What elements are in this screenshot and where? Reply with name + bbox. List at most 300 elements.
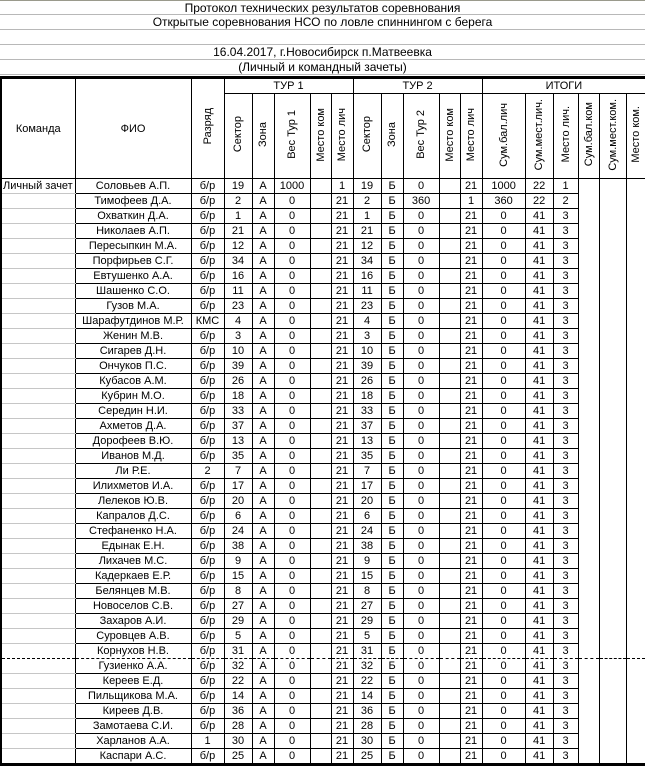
- cell-sum-bal-kom: [578, 479, 599, 494]
- cell-t2-zona: Б: [381, 719, 403, 734]
- cell-t2-sektor: 25: [353, 749, 381, 765]
- cell-fio: Белянцев М.В.: [75, 584, 191, 599]
- cell-t2-zona: Б: [381, 284, 403, 299]
- cell-t1-ves: 0: [274, 434, 310, 449]
- cell-t1-mesto-lich: 21: [331, 269, 353, 284]
- table-row: [1, 284, 645, 299]
- cell-sum-bal-lich: 0: [482, 239, 525, 254]
- cell-t2-sektor: 24: [353, 524, 381, 539]
- cell-sum-mest-kom: [599, 599, 626, 614]
- header-t2-sektor-label: Сектор: [361, 116, 374, 153]
- cell-t1-sektor: 3: [224, 329, 252, 344]
- cell-t2-mesto-kom: [439, 239, 460, 254]
- cell-t1-sektor: 16: [224, 269, 252, 284]
- cell-razryad: б/р: [191, 419, 224, 434]
- cell-t1-zona: А: [252, 689, 274, 704]
- cell-sum-mest-kom: [599, 209, 626, 224]
- cell-sum-bal-kom: [578, 614, 599, 629]
- table-row: [1, 359, 645, 374]
- cell-t2-ves: 0: [403, 734, 439, 749]
- cell-fio: Тимофеев Д.А.: [75, 194, 191, 209]
- cell-fio: Дорофеев В.Ю.: [75, 434, 191, 449]
- cell-t1-ves: 0: [274, 449, 310, 464]
- cell-t1-ves: 0: [274, 284, 310, 299]
- cell-mesto-kom: [626, 224, 645, 239]
- header-t1-sektor-label: Сектор: [232, 116, 244, 153]
- cell-fio: Пильщикова М.А.: [75, 689, 191, 704]
- cell-razryad: б/р: [191, 629, 224, 644]
- table-row: [1, 179, 645, 194]
- cell-sum-bal-lich: 0: [482, 389, 525, 404]
- cell-t2-zona: Б: [381, 269, 403, 284]
- cell-mesto-lich: 3: [553, 599, 578, 614]
- cell-mesto-kom: [626, 599, 645, 614]
- cell-mesto-lich: 3: [553, 209, 578, 224]
- cell-t2-zona: Б: [381, 599, 403, 614]
- table-row: [1, 374, 645, 389]
- cell-t1-ves: 0: [274, 419, 310, 434]
- cell-mesto-lich: 3: [553, 749, 578, 765]
- cell-mesto-lich: 3: [553, 659, 578, 674]
- cell-team: [1, 734, 75, 749]
- cell-mesto-kom: [626, 554, 645, 569]
- cell-sum-bal-lich: 0: [482, 629, 525, 644]
- cell-t2-zona: Б: [381, 434, 403, 449]
- cell-sum-bal-kom: [578, 179, 599, 194]
- cell-sum-bal-kom: [578, 719, 599, 734]
- cell-t1-mesto-lich: 21: [331, 599, 353, 614]
- cell-sum-mest-kom: [599, 494, 626, 509]
- table-row: [1, 659, 645, 674]
- cell-sum-mest-kom: [599, 509, 626, 524]
- cell-t1-zona: А: [252, 599, 274, 614]
- cell-t2-mesto-lich: 21: [460, 599, 482, 614]
- header-razryad: [191, 78, 224, 179]
- cell-t2-sektor: 20: [353, 494, 381, 509]
- cell-t2-sektor: 22: [353, 674, 381, 689]
- cell-t2-zona: Б: [381, 314, 403, 329]
- cell-razryad: б/р: [191, 614, 224, 629]
- table-row: [1, 434, 645, 449]
- cell-t1-mesto-lich: 21: [331, 194, 353, 209]
- cell-sum-mest-kom: [599, 284, 626, 299]
- cell-mesto-lich: 3: [553, 494, 578, 509]
- cell-sum-bal-kom: [578, 524, 599, 539]
- cell-sum-mest-lich: 41: [525, 659, 553, 674]
- cell-t2-mesto-lich: 21: [460, 584, 482, 599]
- header-sum-mest-lich-label: Сум.мест.лич.: [533, 98, 546, 171]
- cell-sum-bal-lich: 0: [482, 704, 525, 719]
- cell-fio: Пересыпкин М.А.: [75, 239, 191, 254]
- cell-t1-ves: 0: [274, 734, 310, 749]
- header-sum-mest-lich: [525, 94, 553, 179]
- cell-sum-mest-kom: [599, 329, 626, 344]
- cell-sum-mest-lich: 41: [525, 374, 553, 389]
- cell-t1-zona: А: [252, 674, 274, 689]
- cell-t2-ves: 0: [403, 614, 439, 629]
- cell-t1-sektor: 29: [224, 614, 252, 629]
- cell-t1-mesto-kom: [310, 644, 331, 659]
- cell-t2-ves: 360: [403, 194, 439, 209]
- cell-sum-bal-kom: [578, 404, 599, 419]
- cell-t2-mesto-lich: 21: [460, 554, 482, 569]
- cell-sum-bal-lich: 0: [482, 539, 525, 554]
- cell-fio: Кереев Е.Д.: [75, 674, 191, 689]
- cell-fio: Охваткин Д.А.: [75, 209, 191, 224]
- cell-t1-zona: А: [252, 734, 274, 749]
- cell-mesto-lich: 3: [553, 254, 578, 269]
- header-t1-mesto-lich-label: Место лич: [336, 107, 349, 162]
- cell-t1-zona: А: [252, 584, 274, 599]
- cell-t2-ves: 0: [403, 749, 439, 765]
- cell-t2-ves: 0: [403, 224, 439, 239]
- header-group-tour1: ТУР 1: [224, 78, 353, 94]
- cell-mesto-kom: [626, 494, 645, 509]
- header-t2-sektor: [353, 94, 381, 179]
- cell-t2-zona: Б: [381, 359, 403, 374]
- cell-t1-mesto-lich: 1: [331, 179, 353, 194]
- cell-t1-sektor: 30: [224, 734, 252, 749]
- cell-sum-mest-lich: 41: [525, 464, 553, 479]
- cell-sum-mest-lich: 22: [525, 179, 553, 194]
- cell-t2-sektor: 34: [353, 254, 381, 269]
- cell-sum-mest-lich: 41: [525, 599, 553, 614]
- cell-sum-bal-kom: [578, 689, 599, 704]
- cell-t2-sektor: 27: [353, 599, 381, 614]
- table-row: [1, 329, 645, 344]
- cell-t2-mesto-lich: 21: [460, 344, 482, 359]
- cell-t2-ves: 0: [403, 479, 439, 494]
- cell-sum-mest-kom: [599, 659, 626, 674]
- cell-t1-sektor: 25: [224, 749, 252, 765]
- cell-sum-bal-kom: [578, 599, 599, 614]
- cell-t1-mesto-lich: 21: [331, 704, 353, 719]
- cell-sum-bal-lich: 360: [482, 194, 525, 209]
- cell-t2-mesto-kom: [439, 374, 460, 389]
- cell-team: [1, 569, 75, 584]
- cell-fio: Иванов М.Д.: [75, 449, 191, 464]
- cell-t2-sektor: 23: [353, 299, 381, 314]
- cell-t1-mesto-kom: [310, 479, 331, 494]
- cell-sum-bal-lich: 0: [482, 554, 525, 569]
- table-row: [1, 479, 645, 494]
- cell-t2-zona: Б: [381, 299, 403, 314]
- cell-t1-mesto-kom: [310, 299, 331, 314]
- cell-sum-mest-kom: [599, 644, 626, 659]
- cell-t1-mesto-kom: [310, 344, 331, 359]
- cell-sum-bal-kom: [578, 539, 599, 554]
- cell-t1-ves: 0: [274, 704, 310, 719]
- cell-t1-zona: А: [252, 524, 274, 539]
- cell-t1-sektor: 7: [224, 464, 252, 479]
- cell-t1-ves: 0: [274, 554, 310, 569]
- cell-t2-ves: 0: [403, 329, 439, 344]
- cell-mesto-kom: [626, 284, 645, 299]
- cell-sum-mest-kom: [599, 704, 626, 719]
- cell-t2-ves: 0: [403, 344, 439, 359]
- cell-mesto-kom: [626, 209, 645, 224]
- cell-t1-zona: А: [252, 749, 274, 765]
- cell-t1-mesto-lich: 21: [331, 689, 353, 704]
- cell-t2-mesto-kom: [439, 674, 460, 689]
- cell-t2-ves: 0: [403, 689, 439, 704]
- header-t2-ves-label: Вес Тур 2: [415, 110, 428, 159]
- cell-t1-mesto-kom: [310, 329, 331, 344]
- cell-team: [1, 254, 75, 269]
- cell-sum-bal-lich: 0: [482, 689, 525, 704]
- cell-t1-mesto-kom: [310, 584, 331, 599]
- cell-t1-mesto-kom: [310, 239, 331, 254]
- cell-sum-bal-kom: [578, 449, 599, 464]
- cell-t1-ves: 0: [274, 524, 310, 539]
- cell-t1-mesto-lich: 21: [331, 569, 353, 584]
- cell-t2-mesto-kom: [439, 389, 460, 404]
- cell-t2-sektor: 39: [353, 359, 381, 374]
- cell-t2-zona: Б: [381, 179, 403, 194]
- cell-sum-mest-lich: 41: [525, 344, 553, 359]
- cell-t1-mesto-lich: 21: [331, 524, 353, 539]
- cell-sum-bal-lich: 0: [482, 419, 525, 434]
- cell-razryad: б/р: [191, 689, 224, 704]
- cell-t2-sektor: 7: [353, 464, 381, 479]
- cell-fio: Середин Н.И.: [75, 404, 191, 419]
- cell-sum-bal-lich: 0: [482, 359, 525, 374]
- cell-sum-bal-lich: 0: [482, 644, 525, 659]
- cell-team: [1, 629, 75, 644]
- cell-mesto-lich: 3: [553, 269, 578, 284]
- cell-t2-mesto-lich: 21: [460, 509, 482, 524]
- cell-t1-mesto-lich: 21: [331, 659, 353, 674]
- cell-t1-zona: А: [252, 224, 274, 239]
- cell-team: [1, 554, 75, 569]
- cell-t1-ves: 0: [274, 194, 310, 209]
- cell-razryad: б/р: [191, 749, 224, 765]
- cell-sum-bal-kom: [578, 314, 599, 329]
- cell-t1-ves: 0: [274, 209, 310, 224]
- cell-t1-mesto-lich: 21: [331, 419, 353, 434]
- cell-t2-mesto-lich: 21: [460, 539, 482, 554]
- cell-t2-mesto-kom: [439, 359, 460, 374]
- cell-t1-mesto-kom: [310, 554, 331, 569]
- cell-mesto-kom: [626, 269, 645, 284]
- cell-sum-bal-lich: 0: [482, 479, 525, 494]
- cell-t2-mesto-lich: 21: [460, 494, 482, 509]
- cell-t2-mesto-kom: [439, 194, 460, 209]
- header-t1-ves: [274, 94, 310, 179]
- cell-t2-ves: 0: [403, 419, 439, 434]
- cell-team: [1, 449, 75, 464]
- cell-t2-zona: Б: [381, 659, 403, 674]
- cell-t1-sektor: 6: [224, 509, 252, 524]
- cell-t1-zona: А: [252, 614, 274, 629]
- cell-t2-ves: 0: [403, 584, 439, 599]
- cell-t1-ves: 0: [274, 239, 310, 254]
- cell-t1-sektor: 19: [224, 179, 252, 194]
- cell-t2-ves: 0: [403, 524, 439, 539]
- cell-t2-mesto-lich: 21: [460, 734, 482, 749]
- cell-t1-sektor: 10: [224, 344, 252, 359]
- cell-t2-mesto-kom: [439, 704, 460, 719]
- table-row: [1, 254, 645, 269]
- cell-t1-zona: А: [252, 644, 274, 659]
- cell-t2-mesto-kom: [439, 329, 460, 344]
- cell-mesto-kom: [626, 704, 645, 719]
- cell-t2-mesto-kom: [439, 524, 460, 539]
- cell-t1-mesto-kom: [310, 599, 331, 614]
- cell-razryad: б/р: [191, 479, 224, 494]
- table-row: [1, 719, 645, 734]
- cell-t2-zona: Б: [381, 614, 403, 629]
- cell-t1-sektor: 32: [224, 659, 252, 674]
- cell-t1-sektor: 8: [224, 584, 252, 599]
- cell-t2-sektor: 29: [353, 614, 381, 629]
- cell-fio: Лелеков Ю.В.: [75, 494, 191, 509]
- cell-razryad: б/р: [191, 584, 224, 599]
- cell-razryad: б/р: [191, 224, 224, 239]
- cell-t1-mesto-kom: [310, 434, 331, 449]
- cell-sum-bal-kom: [578, 494, 599, 509]
- cell-t2-zona: Б: [381, 749, 403, 765]
- cell-mesto-lich: 3: [553, 584, 578, 599]
- cell-t2-ves: 0: [403, 269, 439, 284]
- cell-sum-bal-kom: [578, 674, 599, 689]
- cell-t2-ves: 0: [403, 644, 439, 659]
- cell-sum-mest-kom: [599, 449, 626, 464]
- cell-mesto-lich: 3: [553, 314, 578, 329]
- cell-sum-mest-lich: 41: [525, 404, 553, 419]
- header-t1-zona: [252, 94, 274, 179]
- table-row: [1, 314, 645, 329]
- cell-fio: Ли Р.Е.: [75, 464, 191, 479]
- cell-t1-sektor: 9: [224, 554, 252, 569]
- cell-t1-mesto-lich: 21: [331, 749, 353, 765]
- cell-t2-sektor: 33: [353, 404, 381, 419]
- cell-t1-sektor: 24: [224, 524, 252, 539]
- cell-t1-sektor: 26: [224, 374, 252, 389]
- cell-t2-zona: Б: [381, 239, 403, 254]
- cell-t2-ves: 0: [403, 674, 439, 689]
- cell-mesto-lich: 3: [553, 644, 578, 659]
- header-group-tour2: ТУР 2: [353, 78, 482, 94]
- cell-mesto-lich: 3: [553, 704, 578, 719]
- cell-t1-mesto-lich: 21: [331, 449, 353, 464]
- cell-sum-bal-kom: [578, 239, 599, 254]
- cell-team: [1, 344, 75, 359]
- cell-t1-mesto-lich: 21: [331, 509, 353, 524]
- cell-sum-mest-lich: 41: [525, 479, 553, 494]
- cell-razryad: б/р: [191, 449, 224, 464]
- cell-mesto-lich: 3: [553, 524, 578, 539]
- cell-sum-mest-kom: [599, 719, 626, 734]
- cell-razryad: б/р: [191, 359, 224, 374]
- cell-t1-mesto-lich: 21: [331, 329, 353, 344]
- cell-mesto-lich: 3: [553, 464, 578, 479]
- cell-t2-sektor: 35: [353, 449, 381, 464]
- cell-t2-ves: 0: [403, 554, 439, 569]
- cell-t2-mesto-lich: 21: [460, 374, 482, 389]
- cell-t1-sektor: 1: [224, 209, 252, 224]
- cell-fio: Замотаева С.И.: [75, 719, 191, 734]
- cell-sum-mest-kom: [599, 569, 626, 584]
- cell-t1-zona: А: [252, 254, 274, 269]
- cell-mesto-lich: 3: [553, 299, 578, 314]
- cell-fio: Шашенко С.О.: [75, 284, 191, 299]
- cell-t1-sektor: 38: [224, 539, 252, 554]
- cell-fio: Ончуков П.С.: [75, 359, 191, 374]
- cell-mesto-lich: 2: [553, 194, 578, 209]
- cell-t1-mesto-kom: [310, 569, 331, 584]
- cell-t2-zona: Б: [381, 524, 403, 539]
- cell-t2-ves: 0: [403, 179, 439, 194]
- cell-fio: Соловьев А.П.: [75, 179, 191, 194]
- cell-mesto-kom: [626, 539, 645, 554]
- cell-t1-zona: А: [252, 419, 274, 434]
- cell-t1-mesto-kom: [310, 254, 331, 269]
- cell-t1-mesto-kom: [310, 494, 331, 509]
- cell-mesto-kom: [626, 659, 645, 674]
- results-tbody: [1, 179, 645, 765]
- cell-razryad: б/р: [191, 494, 224, 509]
- cell-sum-mest-kom: [599, 404, 626, 419]
- table-row: [1, 194, 645, 209]
- cell-fio: Капралов Д.С.: [75, 509, 191, 524]
- cell-team: [1, 704, 75, 719]
- cell-mesto-kom: [626, 299, 645, 314]
- cell-t2-sektor: 21: [353, 224, 381, 239]
- cell-sum-mest-kom: [599, 194, 626, 209]
- cell-team: [1, 269, 75, 284]
- cell-fio: Кубасов А.М.: [75, 374, 191, 389]
- cell-mesto-lich: 3: [553, 629, 578, 644]
- cell-razryad: б/р: [191, 599, 224, 614]
- cell-mesto-kom: [626, 509, 645, 524]
- cell-t2-sektor: 12: [353, 239, 381, 254]
- cell-t1-sektor: 23: [224, 299, 252, 314]
- header-t1-mesto-lich: [331, 94, 353, 179]
- cell-mesto-lich: 3: [553, 689, 578, 704]
- header-t2-ves: [403, 94, 439, 179]
- cell-t1-zona: А: [252, 509, 274, 524]
- cell-t2-mesto-lich: 21: [460, 284, 482, 299]
- cell-mesto-kom: [626, 719, 645, 734]
- cell-sum-bal-kom: [578, 329, 599, 344]
- header-group-itogi: ИТОГИ: [482, 78, 645, 94]
- header-group-row: [1, 78, 645, 94]
- cell-t1-mesto-kom: [310, 674, 331, 689]
- cell-t1-ves: 1000: [274, 179, 310, 194]
- cell-t1-sektor: 33: [224, 404, 252, 419]
- cell-t1-ves: 0: [274, 539, 310, 554]
- cell-t2-mesto-lich: 21: [460, 749, 482, 765]
- cell-sum-bal-lich: 0: [482, 314, 525, 329]
- cell-t1-mesto-lich: 21: [331, 389, 353, 404]
- cell-t1-ves: 0: [274, 404, 310, 419]
- cell-t2-mesto-lich: 21: [460, 629, 482, 644]
- cell-mesto-kom: [626, 314, 645, 329]
- cell-t1-mesto-lich: 21: [331, 614, 353, 629]
- cell-t2-sektor: 5: [353, 629, 381, 644]
- cell-sum-bal-kom: [578, 509, 599, 524]
- cell-t1-mesto-lich: 21: [331, 254, 353, 269]
- cell-sum-bal-kom: [578, 569, 599, 584]
- cell-t1-zona: А: [252, 179, 274, 194]
- cell-mesto-kom: [626, 359, 645, 374]
- cell-t1-zona: А: [252, 359, 274, 374]
- cell-t1-sektor: 4: [224, 314, 252, 329]
- cell-t1-ves: 0: [274, 674, 310, 689]
- cell-team: [1, 689, 75, 704]
- cell-t1-mesto-kom: [310, 659, 331, 674]
